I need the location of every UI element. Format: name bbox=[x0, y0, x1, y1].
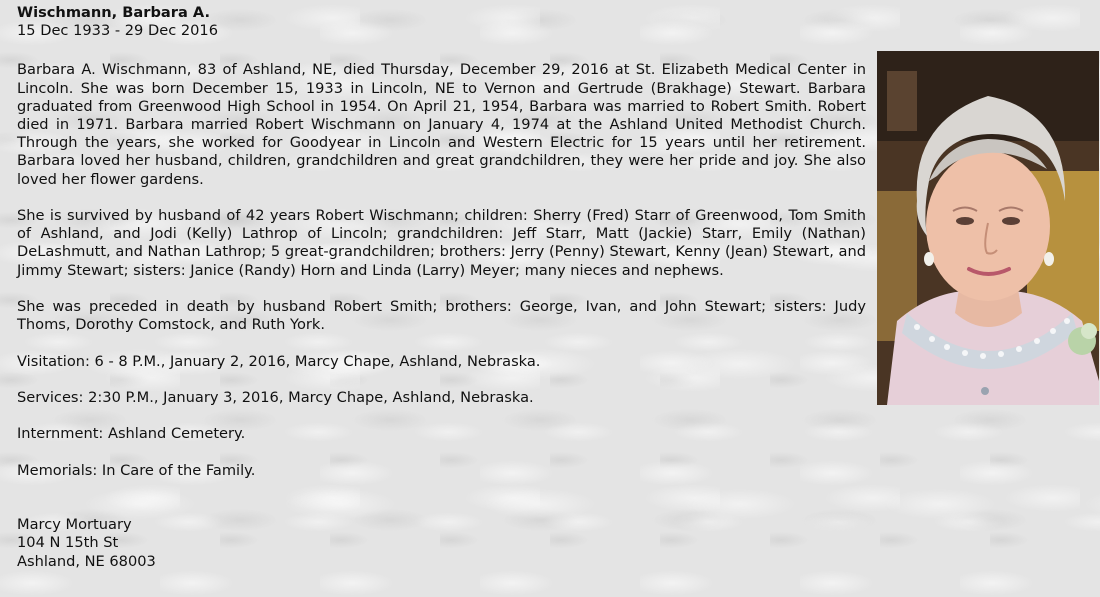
funeral-home-city: Ashland, NE 68003 bbox=[17, 552, 156, 570]
spacer bbox=[17, 498, 866, 516]
obituary-paragraph-biography: Barbara A. Wischmann, 83 of Ashland, NE, died Thursday, December 29, 2016 at St. Elizabeth Medical Center in Lincoln. She was born December 15, 1933 in Lincoln, NE to Vernon and Gertrude (Brakhage) Stewart. Barbara graduated from Greenwood High School in 1954. On April 21, 1954, Barbara was married to Robert Smith. Robert died in 1971. Barbara married Robert Wischmann on January 4, 1974 at the Ashland United Methodist Church. Through the years, she worked for Goodyear in Lincoln and Western Electric for 15 years until her retirement. Barbara loved her husband, children, grandchildren and great grandchildren, they were her pride and joy. She also loved her flower gardens. bbox=[17, 61, 866, 188]
memorials-info: Memorials: In Care of the Family. bbox=[17, 461, 256, 479]
obituary-paragraph-preceded: She was preceded in death by husband Robert Smith; brothers: George, Ivan, and John Stewart; sisters: Judy Thoms, Dorothy Comstock, and Ruth York. bbox=[17, 298, 866, 334]
services-info: Services: 2:30 P.M., January 3, 2016, Marcy Chape, Ashland, Nebraska. bbox=[17, 389, 534, 406]
life-dates: 15 Dec 1933 - 29 Dec 2016 bbox=[17, 22, 218, 40]
funeral-home-address bbox=[17, 516, 866, 571]
internment-info: Internment: Ashland Cemetery. bbox=[17, 425, 246, 443]
portrait-photo-icon bbox=[877, 51, 1099, 405]
obituary-paragraph-survivors: She is survived by husband of 42 years Robert Wischmann; children: Sherry (Fred) Starr of Greenwood, Tom Smith of Ashland, and Jodi (Kelly) Lathrop of Lincoln; grandchildren: Jeff Starr, Matt (Jackie) Starr, Emily (Nathan) DeLashmutt, and Nathan Lathrop; 5 great-grandchildren; brothers: Jerry (Penny) Stewart, Kenny (Jean) Stewart, and Jimmy Stewart; sisters: Janice (Randy) Horn and Linda (Larry) Meyer; many nieces and nephews. bbox=[17, 207, 866, 279]
portrait-photo bbox=[877, 51, 1099, 405]
visitation-info: Visitation: 6 - 8 P.M., January 2, 2016, Marcy Chape, Ashland, Nebraska. bbox=[17, 352, 541, 370]
obituary-content bbox=[17, 4, 866, 571]
deceased-name: Wischmann, Barbara A. bbox=[17, 4, 210, 21]
funeral-home-street: 104 N 15th St bbox=[17, 534, 119, 552]
funeral-home-name: Marcy Mortuary bbox=[17, 516, 132, 534]
